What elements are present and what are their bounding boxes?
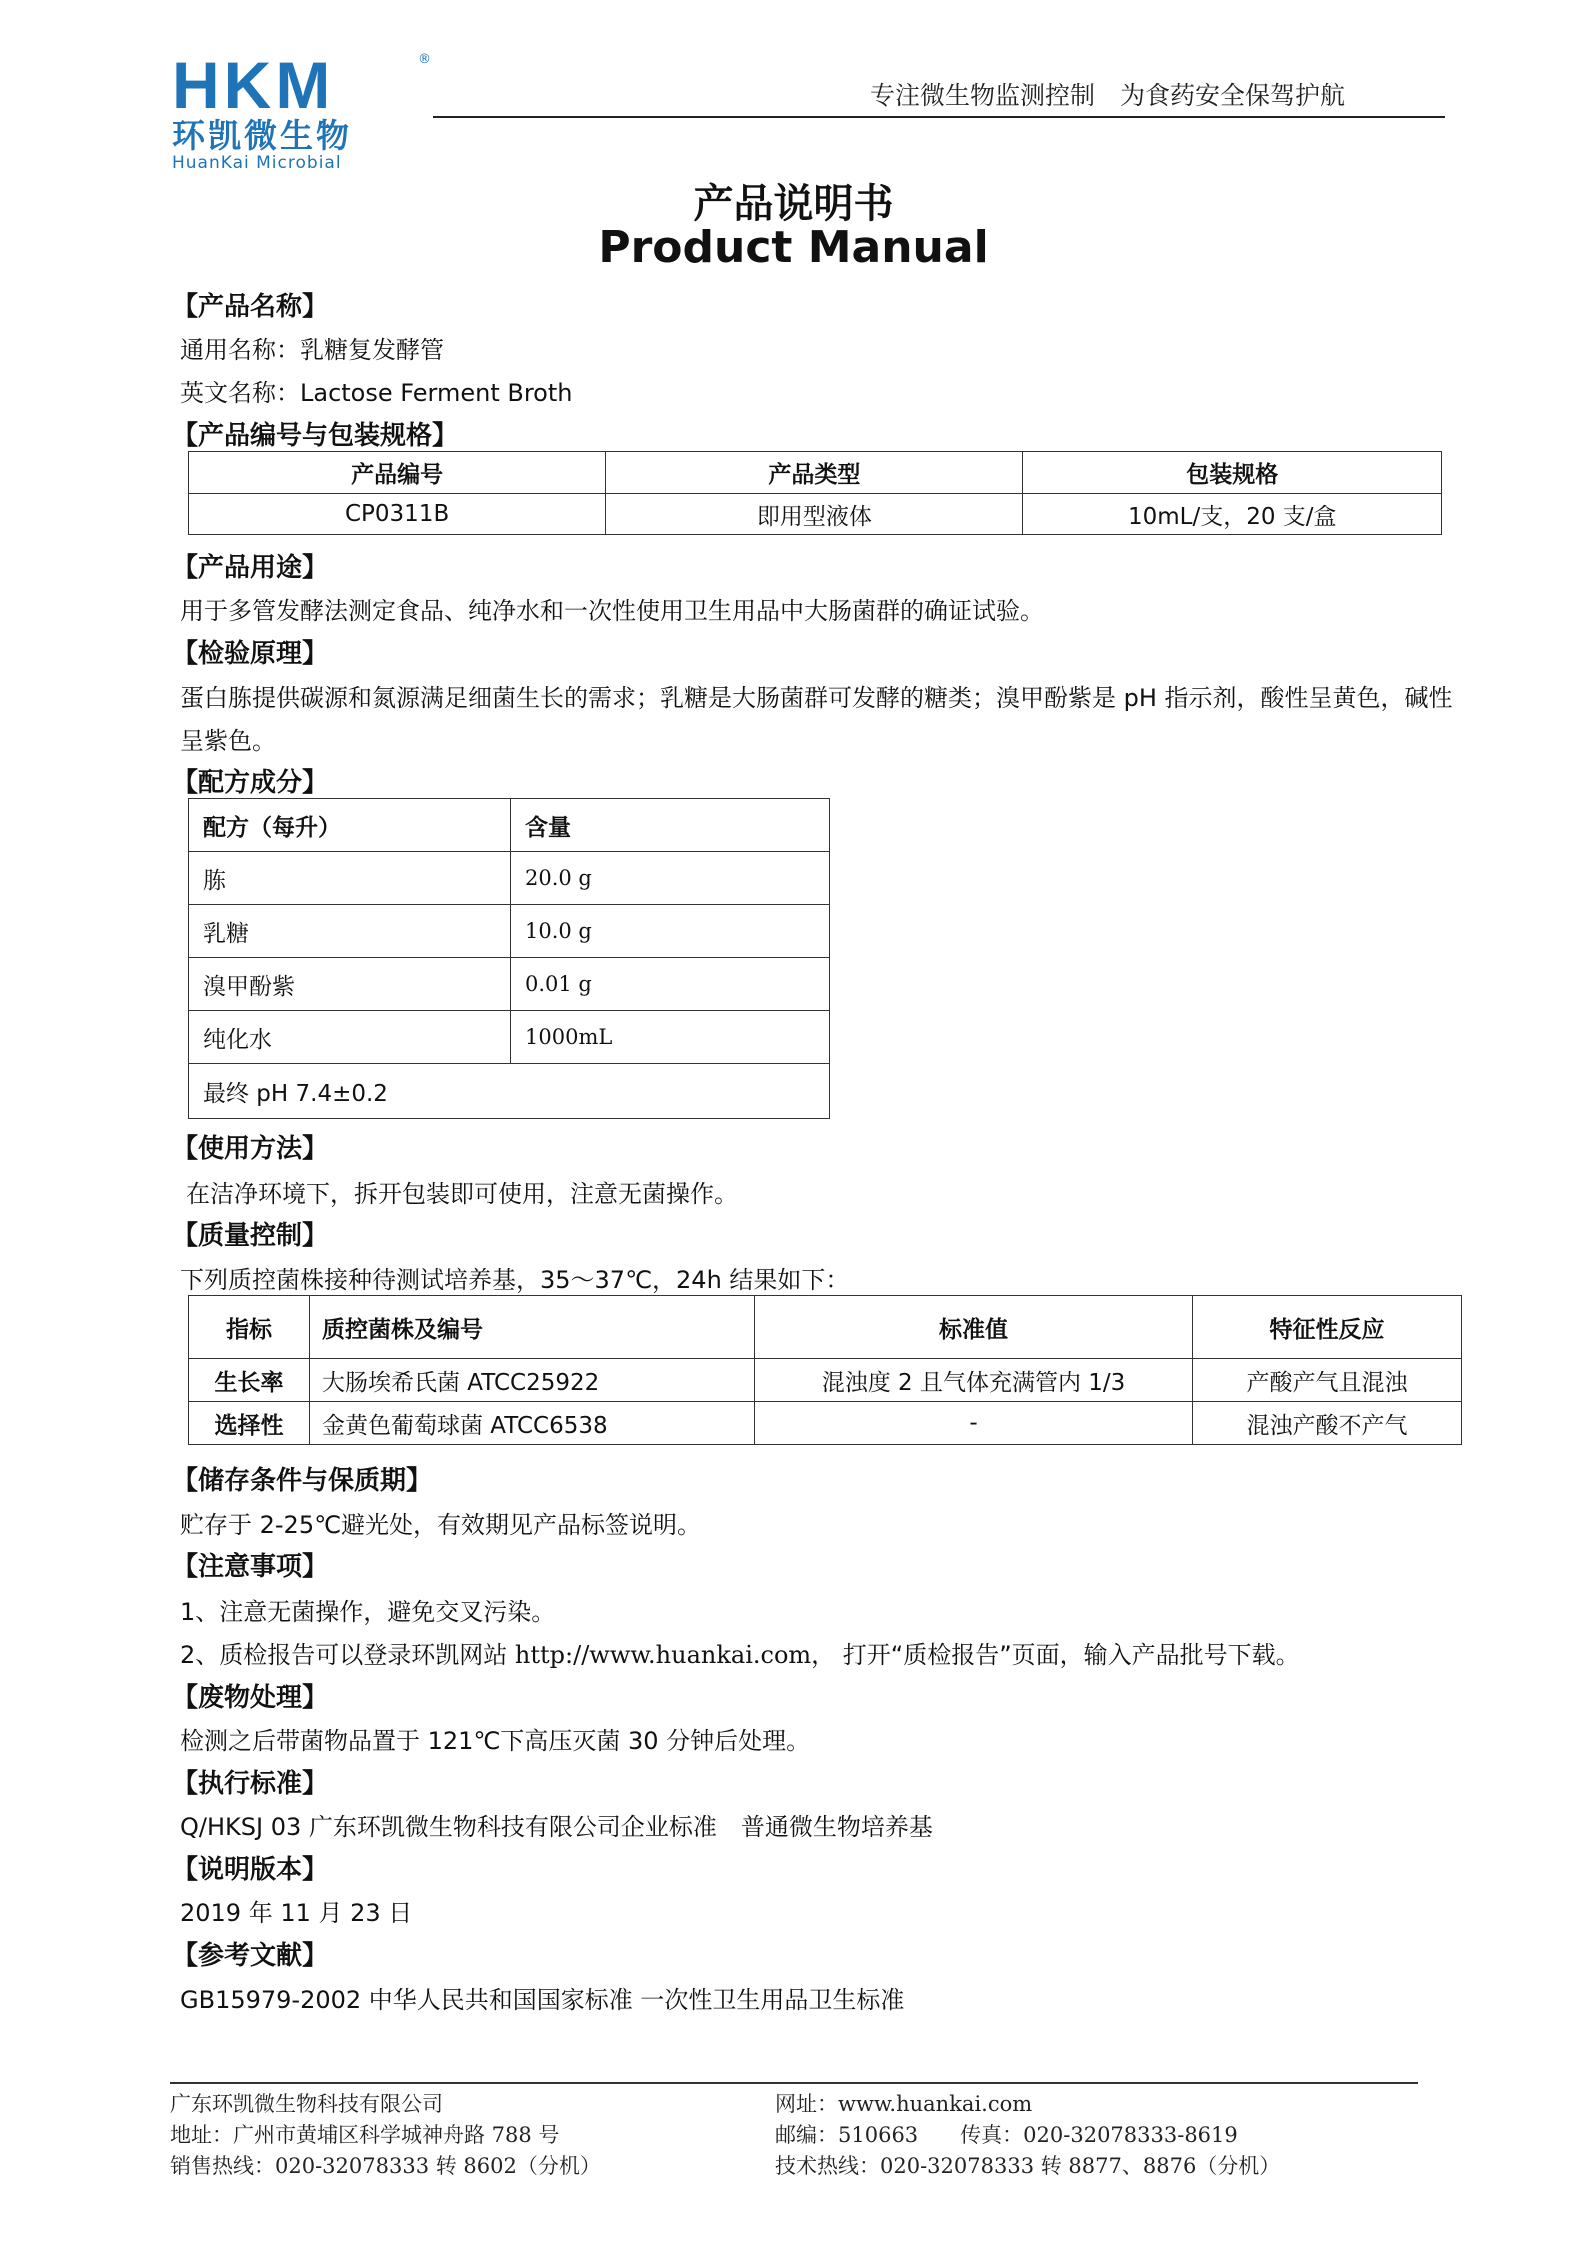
document-title-en: Product Manual [598, 222, 989, 273]
table-row [189, 1402, 1462, 1445]
table-header-cell: 特征性反应 [1193, 1296, 1462, 1359]
qc-strain: 金黄色葡萄球菌 ATCC6538 [310, 1402, 755, 1445]
qc-reaction: 混浊产酸不产气 [1193, 1402, 1462, 1445]
ingredient-amount: 1000mL [511, 1011, 830, 1064]
ingredient-amount: 10.0 g [511, 905, 830, 958]
table-row [189, 958, 830, 1011]
version-text: 2019 年 11 月 23 日 [180, 1899, 413, 1927]
table-header-cell: 产品类型 [606, 452, 1023, 494]
section-heading-name: 【产品名称】 [172, 292, 329, 322]
table-header-cell: 标准值 [755, 1296, 1193, 1359]
header-divider [433, 116, 1445, 118]
final-ph: 最终 pH 7.4±0.2 [189, 1064, 830, 1119]
method-text: 在洁净环境下，拆开包装即可使用，注意无菌操作。 [186, 1180, 738, 1208]
table-header-cell: 质控菌株及编号 [310, 1296, 755, 1359]
note-1: 1、注意无菌操作，避免交叉污染。 [180, 1598, 556, 1626]
product-code: CP0311B [189, 494, 606, 535]
ingredient-name: 胨 [189, 852, 511, 905]
table-header-row [189, 1296, 1462, 1359]
section-heading-qc: 【质量控制】 [172, 1221, 329, 1251]
table-row [189, 1011, 830, 1064]
section-heading-spec: 【产品编号与包装规格】 [172, 421, 459, 451]
table-header-cell: 含量 [511, 799, 830, 852]
company-logo [172, 48, 442, 173]
qc-reaction: 产酸产气且混浊 [1193, 1359, 1462, 1402]
product-type: 即用型液体 [606, 494, 1023, 535]
principle-line-1: 蛋白胨提供碳源和氮源满足细菌生长的需求；乳糖是大肠菌群可发酵的糖类；溴甲酚紫是 pH 指示剂，酸性呈黄色，碱性 [180, 684, 1453, 712]
waste-text: 检测之后带菌物品置于 121℃下高压灭菌 30 分钟后处理。 [180, 1727, 811, 1755]
table-header-cell: 指标 [189, 1296, 310, 1359]
footer-postcode-fax: 邮编：510663 传真：020-32078333-8619 [775, 2123, 1238, 2147]
section-heading-waste: 【废物处理】 [172, 1683, 329, 1713]
qc-indicator: 生长率 [189, 1359, 310, 1402]
ingredient-name: 溴甲酚紫 [189, 958, 511, 1011]
website-link[interactable]: http://www.huankai.com [514, 1641, 812, 1669]
table-header-cell: 产品编号 [189, 452, 606, 494]
footer-company: 广东环凯微生物科技有限公司 [170, 2092, 443, 2116]
section-heading-reference: 【参考文献】 [172, 1941, 329, 1971]
formula-table [188, 798, 830, 1119]
section-heading-version: 【说明版本】 [172, 1855, 329, 1885]
ingredient-amount: 20.0 g [511, 852, 830, 905]
qc-standard: - [755, 1402, 1193, 1445]
footer-address: 地址：广州市黄埔区科学城神舟路 788 号 [170, 2123, 560, 2147]
header-slogan: 专注微生物监测控制 为食药安全保驾护航 [870, 81, 1346, 110]
ingredient-name: 乳糖 [189, 905, 511, 958]
footer-tech-hotline: 技术热线：020-32078333 转 8877、8876（分机） [775, 2154, 1281, 2178]
qc-indicator: 选择性 [189, 1402, 310, 1445]
reference-text: GB15979-2002 中华人民共和国国家标准 一次性卫生用品卫生标准 [180, 1986, 905, 2014]
registered-icon: ® [418, 52, 431, 67]
table-header-row [189, 799, 830, 852]
section-heading-standard: 【执行标准】 [172, 1769, 329, 1799]
section-heading-storage: 【储存条件与保质期】 [172, 1466, 433, 1496]
section-heading-formula: 【配方成分】 [172, 768, 329, 798]
qc-standard: 混浊度 2 且气体充满管内 1/3 [755, 1359, 1193, 1402]
section-heading-notes: 【注意事项】 [172, 1552, 329, 1582]
table-row [189, 1359, 1462, 1402]
footer-divider [170, 2082, 1418, 2084]
table-row [189, 1064, 830, 1119]
table-header-cell: 包装规格 [1023, 452, 1442, 494]
table-row [189, 494, 1442, 535]
note-2-suffix: ， 打开“质检报告”页面，输入产品批号下载。 [811, 1641, 1300, 1669]
spec-table [188, 451, 1442, 535]
section-heading-usage: 【产品用途】 [172, 553, 329, 583]
table-row [189, 852, 830, 905]
principle-line-2: 呈紫色。 [180, 727, 276, 755]
logo-chinese-name: 环凯微生物 [172, 116, 352, 155]
section-heading-principle: 【检验原理】 [172, 639, 329, 669]
common-name: 通用名称：乳糖复发酵管 [180, 336, 444, 364]
storage-text: 贮存于 2-25℃避光处，有效期见产品标签说明。 [180, 1511, 702, 1539]
ingredient-name: 纯化水 [189, 1011, 511, 1064]
logo-mark: HKM [172, 48, 335, 122]
package-spec: 10mL/支，20 支/盒 [1023, 494, 1442, 535]
note-2 [180, 1635, 1300, 1670]
footer-sales-hotline: 销售热线：020-32078333 转 8602（分机） [170, 2154, 601, 2178]
table-header-cell: 配方（每升） [189, 799, 511, 852]
document-title-cn: 产品说明书 [693, 181, 894, 227]
qc-intro: 下列质控菌株接种待测试培养基，35～37℃，24h 结果如下： [180, 1266, 850, 1294]
standard-text: Q/HKSJ 03 广东环凯微生物科技有限公司企业标准 普通微生物培养基 [180, 1813, 933, 1841]
footer-website[interactable]: 网址：www.huankai.com [775, 2092, 1033, 2116]
logo-english-name: HuanKai Microbial [172, 153, 342, 173]
ingredient-amount: 0.01 g [511, 958, 830, 1011]
usage-text: 用于多管发酵法测定食品、纯净水和一次性使用卫生用品中大肠菌群的确证试验。 [180, 597, 1044, 625]
qc-table [188, 1295, 1462, 1445]
qc-strain: 大肠埃希氏菌 ATCC25922 [310, 1359, 755, 1402]
note-2-prefix: 2、质检报告可以登录环凯网站 [180, 1641, 515, 1669]
section-heading-method: 【使用方法】 [172, 1134, 329, 1164]
table-header-row [189, 452, 1442, 494]
table-row [189, 905, 830, 958]
english-name: 英文名称：Lactose Ferment Broth [180, 379, 573, 407]
